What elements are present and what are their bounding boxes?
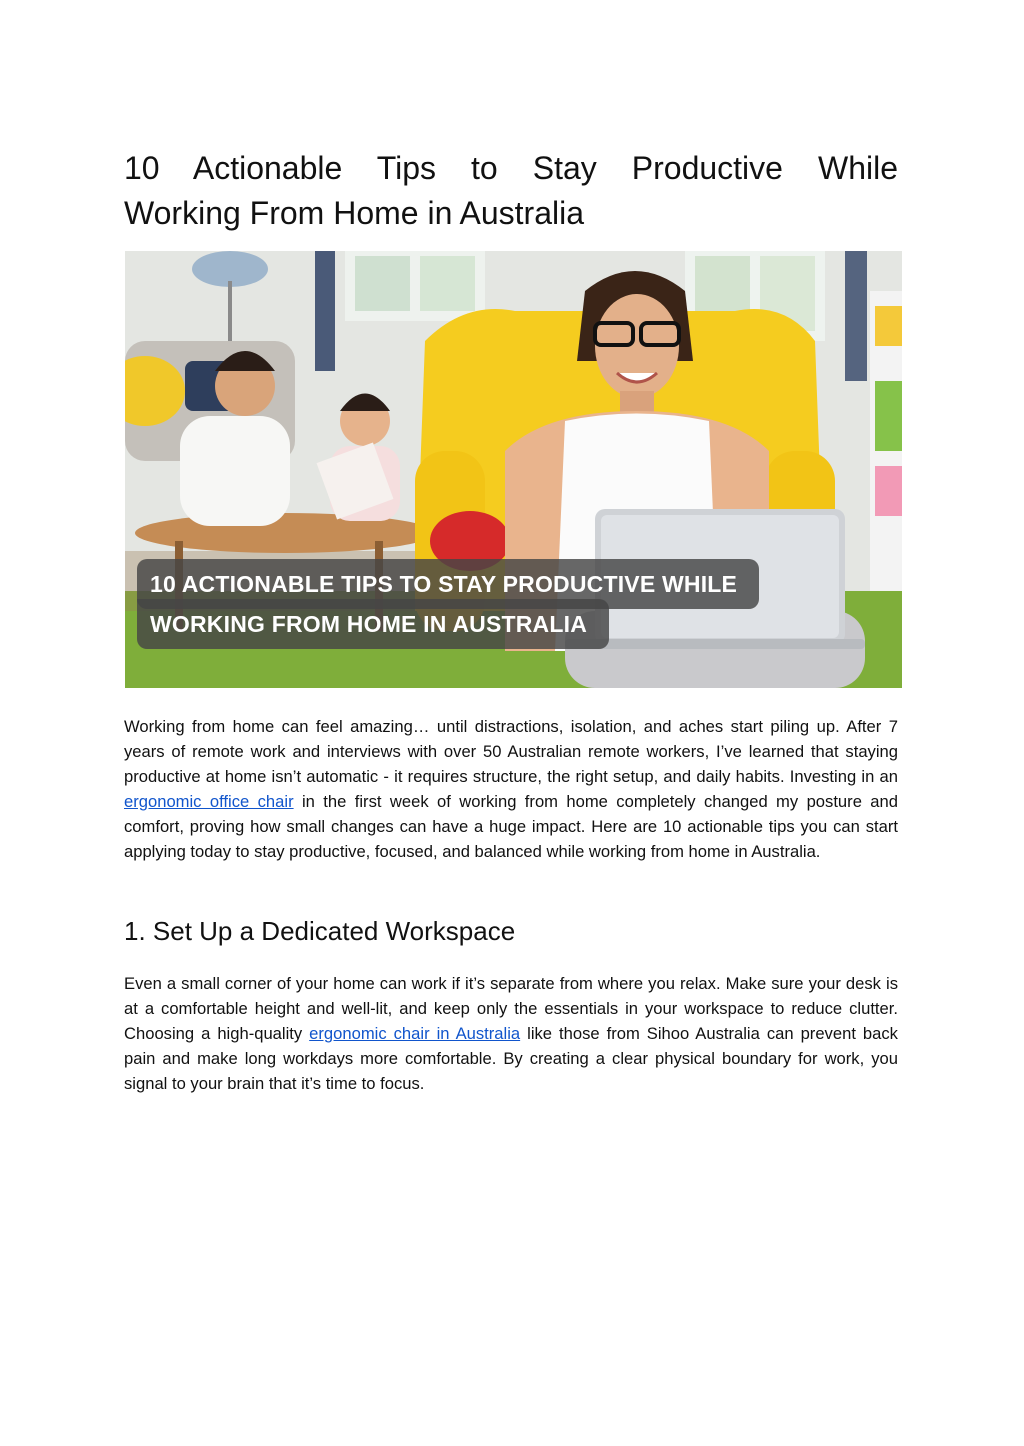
section-1-text-after: like those from Sihoo Australia can prevent back pain and make long workdays more comfortable. By creating a clear physical boundary for work, you signal to your brain that it’s time to focus. (124, 1024, 898, 1093)
hero-banner (137, 559, 757, 649)
ergonomic-chair-australia-link[interactable]: ergonomic chair in Australia (309, 1024, 521, 1043)
hero-banner-line-2: WORKING FROM HOME IN AUSTRALIA (137, 599, 609, 649)
ergonomic-office-chair-link[interactable]: ergonomic office chair (124, 792, 294, 811)
intro-text-after: in the first week of working from home completely changed my posture and comfort, proving how small changes can have a huge impact. Here are 10 actionable tips you can start applying today to stay productive, focused, and balanced while working from home in Australia. (124, 792, 898, 861)
hero-image (125, 251, 902, 688)
section-1-paragraph (124, 971, 898, 1096)
page-title (124, 146, 898, 236)
page-title-line-1: 10 Actionable Tips to Stay Productive While (124, 150, 898, 186)
intro-paragraph (124, 714, 898, 864)
intro-text-before: Working from home can feel amazing… until distractions, isolation, and aches start piling up. After 7 years of remote work and interviews with over 50 Australian remote workers, I’ve learned that staying productive at home isn’t automatic - it requires structure, the right setup, and daily habits. Investing in an (124, 717, 898, 786)
section-1-heading: 1. Set Up a Dedicated Workspace (124, 916, 516, 946)
hero-banner-line-1: 10 ACTIONABLE TIPS TO STAY PRODUCTIVE WHILE (137, 559, 759, 609)
page-title-line-2: Working From Home in Australia (124, 195, 584, 231)
section-1-text-before: Even a small corner of your home can work if it’s separate from where you relax. Make sure your desk is at a comfortable height and well-lit, and keep only the essentials in your workspace to reduce clutter. Choosing a high-quality (124, 974, 898, 1043)
